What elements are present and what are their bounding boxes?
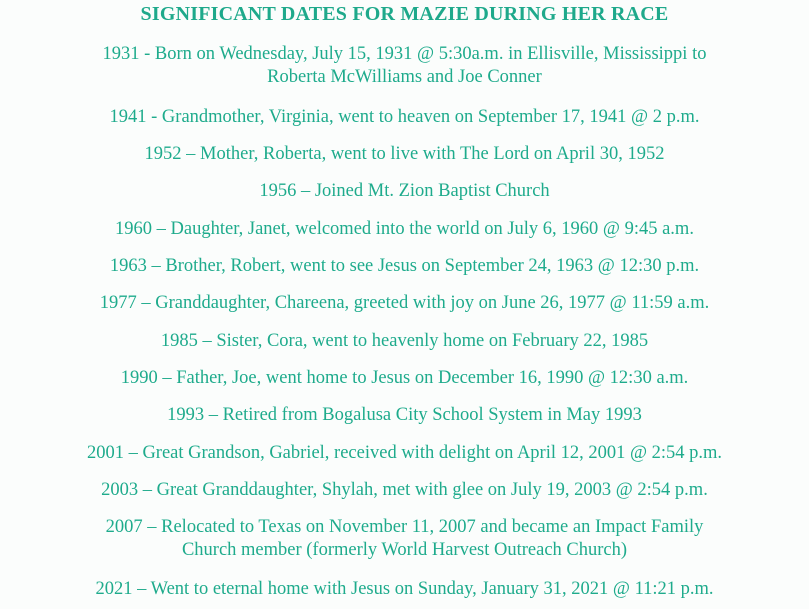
timeline-entry-1952 bbox=[0, 143, 809, 166]
page-title: SIGNIFICANT DATES FOR MAZIE DURING HER RACE bbox=[140, 3, 669, 25]
entry-line: 2007 – Relocated to Texas on November 11, 2007 and became an Impact Family bbox=[105, 517, 704, 537]
entry-line: 1931 - Born on Wednesday, July 15, 1931 @ 5:30a.m. in Ellisville, Mississippi to bbox=[102, 44, 707, 64]
entry-line-continued: Church member (formerly World Harvest Outreach Church) bbox=[181, 540, 628, 560]
entry-line: 1960 – Daughter, Janet, welcomed into the world on July 6, 1960 @ 9:45 a.m. bbox=[115, 219, 694, 239]
entry-line: 1993 – Retired from Bogalusa City School System in May 1993 bbox=[167, 405, 642, 425]
entry-line: 1952 – Mother, Roberta, went to live with The Lord on April 30, 1952 bbox=[144, 144, 665, 164]
entry-line: 1963 – Brother, Robert, went to see Jesus on September 24, 1963 @ 12:30 p.m. bbox=[109, 256, 700, 276]
timeline-entry-1960 bbox=[0, 218, 809, 241]
timeline-entry-1977 bbox=[0, 292, 809, 315]
timeline-entry-1931 bbox=[0, 43, 809, 89]
timeline-entry-1985 bbox=[0, 330, 809, 353]
timeline-entry-2003 bbox=[0, 479, 809, 502]
entry-line: 2001 – Great Grandson, Gabriel, received with delight on April 12, 2001 @ 2:54 p.m. bbox=[86, 443, 723, 463]
entry-line: 2021 – Went to eternal home with Jesus on Sunday, January 31, 2021 @ 11:21 p.m. bbox=[95, 579, 714, 599]
entry-line: 1990 – Father, Joe, went home to Jesus on December 16, 1990 @ 12:30 a.m. bbox=[120, 368, 689, 388]
timeline-entry-1956 bbox=[0, 180, 809, 203]
timeline-entry-1941 bbox=[0, 106, 809, 129]
timeline-entry-2001 bbox=[0, 442, 809, 465]
entry-line: 1985 – Sister, Cora, went to heavenly home on February 22, 1985 bbox=[160, 331, 649, 351]
entry-line: 2003 – Great Granddaughter, Shylah, met with glee on July 19, 2003 @ 2:54 p.m. bbox=[101, 480, 708, 500]
entry-line-continued: Roberta McWilliams and Joe Conner bbox=[267, 67, 542, 87]
entry-line: 1977 – Granddaughter, Chareena, greeted with joy on June 26, 1977 @ 11:59 a.m. bbox=[99, 293, 710, 313]
timeline-entry-1990 bbox=[0, 367, 809, 390]
timeline-entry-1963 bbox=[0, 255, 809, 278]
timeline-entry-2021 bbox=[0, 578, 809, 601]
timeline-entry-1993 bbox=[0, 404, 809, 427]
entry-line: 1941 - Grandmother, Virginia, went to heaven on September 17, 1941 @ 2 p.m. bbox=[109, 107, 700, 127]
entry-line: 1956 – Joined Mt. Zion Baptist Church bbox=[259, 181, 550, 201]
timeline-entry-2007 bbox=[0, 516, 809, 562]
